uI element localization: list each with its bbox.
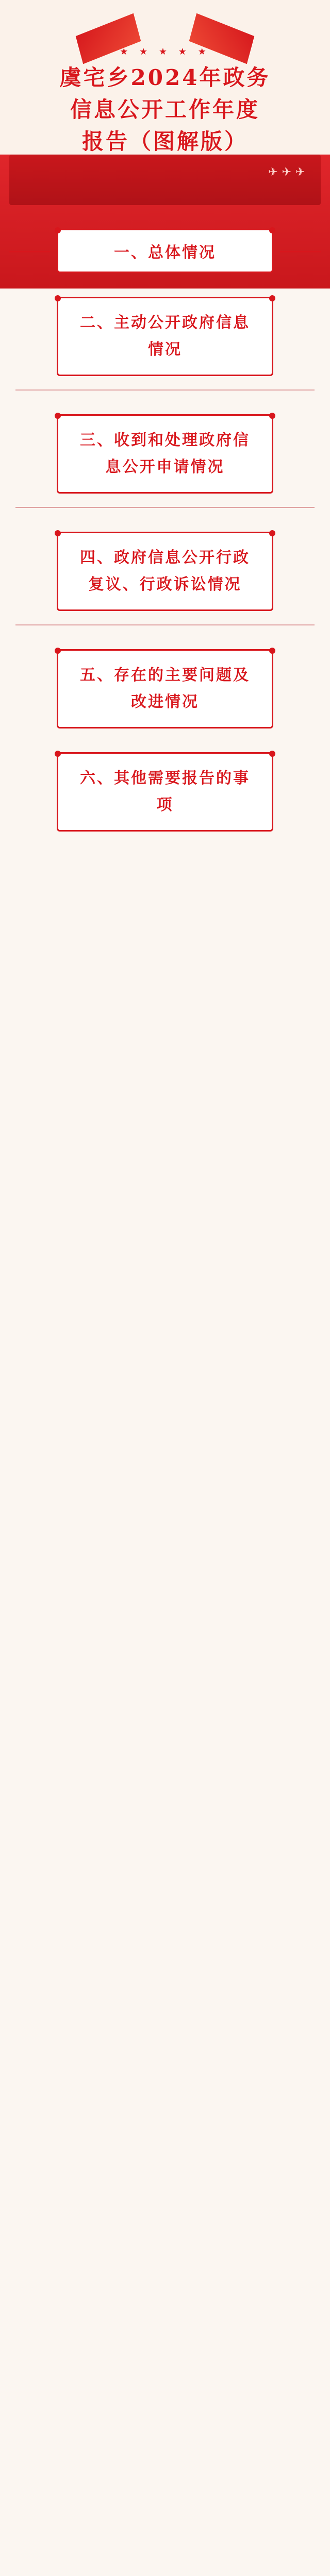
review-litigation-table: [15, 624, 315, 625]
title-line-1: 虞宅乡2024年政务: [59, 65, 271, 90]
section-heading-4: 四、政府信息公开行政复议、行政诉讼情况: [57, 532, 273, 611]
section-heading-1: 一、总体情况: [57, 229, 273, 273]
section-heading-5: 五、存在的主要问题及改进情况: [57, 649, 273, 728]
application-handling-table: [15, 507, 315, 508]
stars-row: ★ ★ ★ ★ ★: [120, 46, 210, 57]
intro-block: [9, 155, 321, 205]
active-disclosure-table: [15, 389, 315, 391]
section-heading-2: 二、主动公开政府信息情况: [57, 297, 273, 376]
heading-deco-right: [280, 251, 321, 252]
title-line-3: 报告（图解版）: [81, 129, 248, 154]
report-title: [46, 62, 284, 158]
bird-icons: ✈ ✈ ✈: [268, 166, 305, 179]
heading-deco-left: [9, 251, 50, 252]
section-heading-6: 六、其他需要报告的事项: [57, 752, 273, 832]
section-heading-3: 三、收到和处理政府信息公开申请情况: [57, 414, 273, 494]
title-line-2: 信息公开工作年度: [70, 97, 260, 122]
